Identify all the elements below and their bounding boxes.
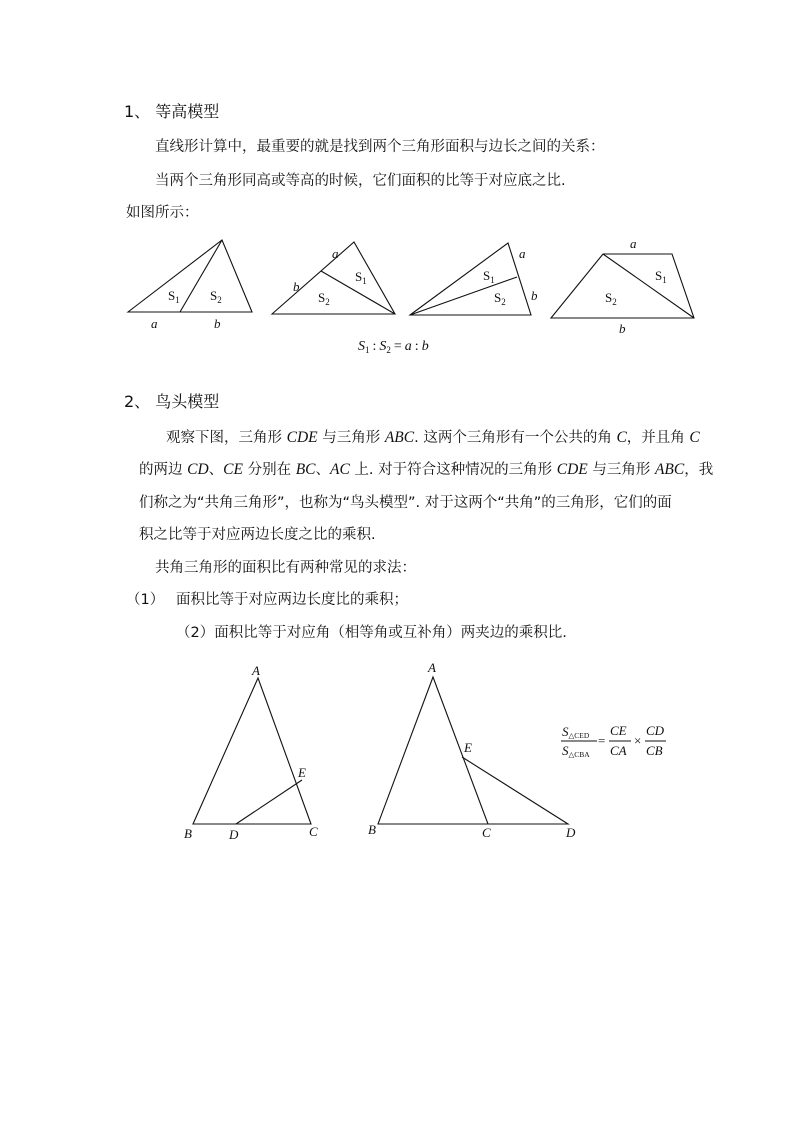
section1-heading: 1、 等高模型 (124, 102, 220, 121)
section1-paragraph-3: 如图所示： (126, 205, 199, 221)
section2-paragraph-line-2: 的两边 CD、CE 分别在 BC、AC 上. 对于符合这种情况的三角形 CDE 与三角形 ABC，我 (139, 461, 714, 478)
fig1-s1-label: $S_1$ (168, 288, 180, 305)
fig1-label-a: a (151, 316, 158, 331)
section2-paragraph-line-3: 们称之为“共角三角形”，也称为“鸟头模型”. 对于这两个“共角”的三角形，它们的面 (139, 495, 672, 511)
fig3-label-a: a (519, 246, 526, 261)
section2-paragraph-line-1: 观察下图，三角形 CDE 与三角形 ABC. 这两个三角形有一个公共的角 C，并且角 C (166, 429, 700, 446)
fig4-label-a: a (630, 236, 637, 251)
formula-cb: CB (646, 743, 663, 758)
formula-cd: CD (646, 723, 665, 738)
area-ratio-formula (561, 723, 666, 759)
left-point-b: B (184, 826, 192, 841)
formula-numerator-area: S△CED (562, 724, 590, 740)
section1-paragraph-1: 直线形计算中，最重要的就是找到两个三角形面积与边长之间的关系： (155, 139, 605, 155)
left-triangle-abc (193, 678, 311, 824)
fig1-label-b: b (214, 316, 221, 331)
left-segment-de (236, 780, 302, 824)
section2-heading: 2、 鸟头模型 (124, 392, 220, 411)
formula-denominator-area: S△CBA (562, 743, 590, 759)
right-point-b: B (368, 822, 376, 837)
list-item-1-number: （1） (126, 592, 165, 608)
right-point-e: E (464, 740, 472, 755)
fig3-label-b: b (531, 288, 538, 303)
equal-height-formula: $S_1$ : $S_2 = a$ : b (358, 339, 429, 355)
fig2-label-a: a (332, 246, 339, 261)
left-point-e: E (298, 765, 306, 780)
right-point-d: D (566, 825, 576, 840)
fig3-s2-label: $S_2$ (494, 290, 506, 307)
fig2-s1-label: $S_1$ (355, 269, 367, 286)
fig1-s2-label: $S_2$ (210, 288, 222, 305)
left-point-c: C (309, 824, 318, 839)
fig3-s1-label: $S_1$ (483, 268, 495, 285)
section1-paragraph-2: 当两个三角形同高或等高的时候，它们面积的比等于对应底之比. (155, 173, 566, 189)
list-item-1-text: 面积比等于对应两边长度比的乘积； (176, 592, 408, 608)
fig4-s2-label: $S_2$ (605, 290, 617, 307)
fig4-label-b: b (619, 321, 626, 336)
left-point-d: D (229, 827, 239, 842)
fig2-s2-label: $S_2$ (318, 290, 330, 307)
right-point-c: C (482, 825, 491, 840)
right-segments-cde (462, 757, 568, 824)
formula-times: × (634, 733, 642, 748)
formula-ca: CA (610, 743, 627, 758)
list-item-2-text: （2）面积比等于对应角（相等角或互补角）两夹边的乘积比. (176, 625, 567, 641)
right-point-a: A (428, 660, 436, 675)
fig4-s1-label: $S_1$ (655, 268, 667, 285)
section2-paragraph-line-4: 积之比等于对应两边长度之比的乘积. (139, 527, 376, 543)
formula-equals: = (598, 733, 606, 748)
fig2-label-b: b (293, 279, 300, 294)
section2-paragraph-5: 共角三角形的面积比有两种常见的求法： (155, 560, 416, 576)
formula-ce: CE (610, 723, 627, 738)
left-point-a: A (252, 663, 260, 678)
